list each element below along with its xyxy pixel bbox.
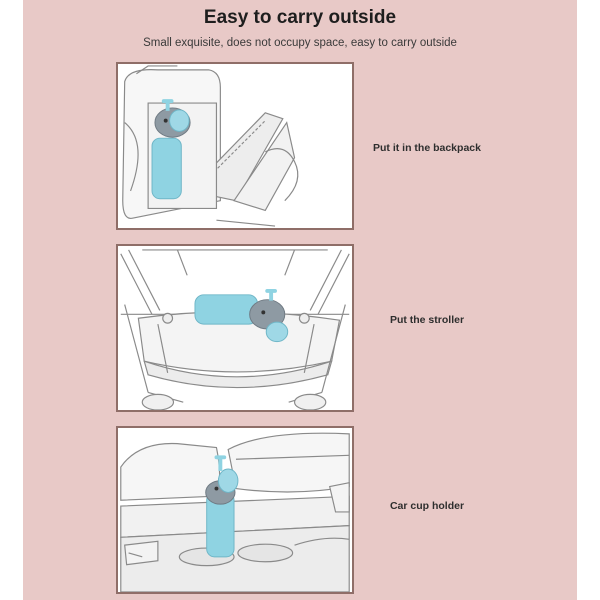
car-cup-holder-illustration: [116, 426, 354, 594]
page-title: Easy to carry outside: [203, 7, 397, 28]
stroller-drawing: [118, 246, 352, 410]
backpack-drawing: [118, 64, 352, 228]
caption-backpack: Put it in the backpack: [373, 142, 481, 154]
stroller-illustration: [116, 244, 354, 412]
car-console-drawing: [118, 428, 352, 592]
caption-stroller: Put the stroller: [389, 314, 465, 326]
backpack-illustration: [116, 62, 354, 230]
caption-car-cup-holder: Car cup holder: [389, 500, 465, 512]
page-subtitle: Small exquisite, does not occupy space, easy to carry outside: [143, 37, 457, 49]
page-background: [23, 0, 577, 600]
